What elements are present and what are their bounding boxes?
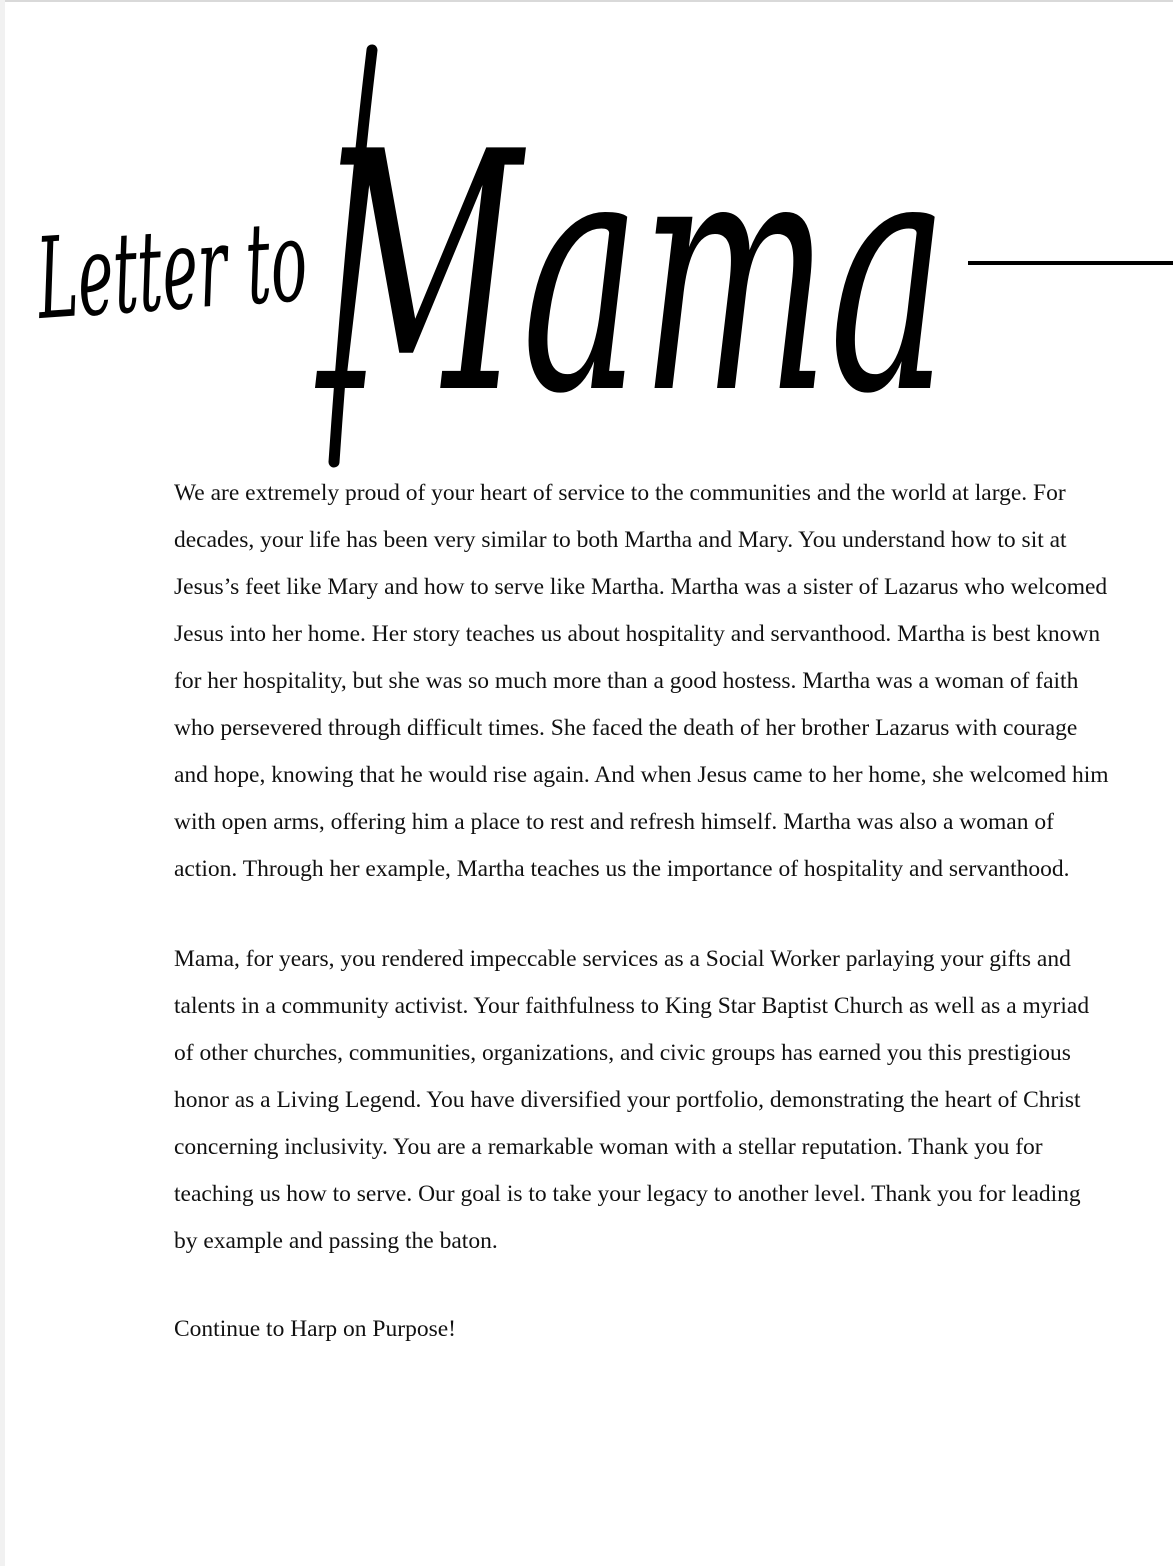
title-artwork bbox=[0, 0, 1173, 480]
letter-body bbox=[174, 470, 1109, 1353]
title-script-big: Mama bbox=[314, 82, 949, 466]
title-script-small: Letter to bbox=[32, 180, 540, 345]
letter-paragraph-2: Mama, for years, you rendered impeccable services as a Social Worker parlaying your gifts and talents in a community activist. Your faithfulness to King Star Baptist Church as well as a myriad of other churches, communities, organizations, and civic groups has earned you this prestigious honor as a Living Legend. You have diversified your portfolio, demonstrating the heart of Christ concerning inclusivity. You are a remarkable woman with a stellar reputation. Thank you for teaching us how to serve. Our goal is to take your legacy to another level. Thank you for leading by example and passing the baton. bbox=[174, 946, 1090, 1254]
letter-header bbox=[0, 0, 1173, 480]
letter-closing: Continue to Harp on Purpose! bbox=[174, 1316, 456, 1342]
letter-paragraph-1: We are extremely proud of your heart of service to the communities and the world at large. For decades, your life has been very similar to both Martha and Mary. You understand how to sit at Jesus’s feet like Mary and how to serve like Martha. Martha was a sister of Lazarus who welcomed Jesus into her home. Her story teaches us about hospitality and servanthood. Martha is best known for her hospitality, but she was so much more than a good hostess. Martha was a woman of faith who persevered through difficult times. She faced the death of her brother Lazarus with courage and hope, knowing that he would rise again. And when Jesus came to her home, she welcomed him with open arms, offering him a place to rest and refresh himself. Martha was also a woman of action. Through her example, Martha teaches us the importance of hospitality and servanthood. bbox=[174, 480, 1109, 882]
